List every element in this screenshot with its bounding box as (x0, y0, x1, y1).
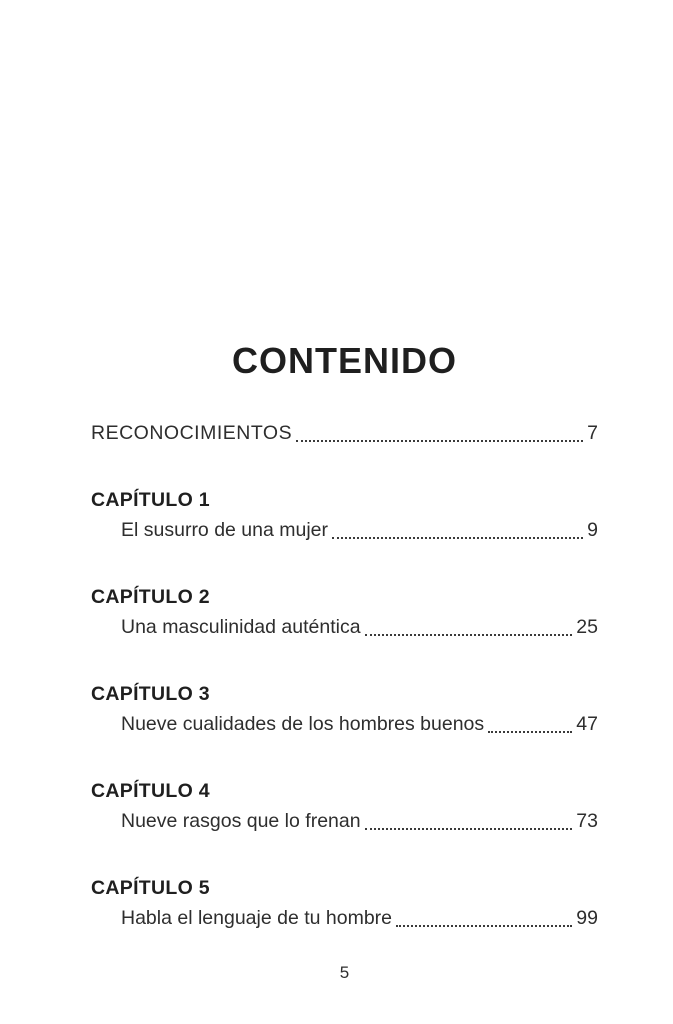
chapter-heading: CAPÍTULO 1 (91, 489, 210, 511)
chapter-heading: CAPÍTULO 2 (91, 586, 210, 608)
toc-entry (91, 515, 598, 545)
toc-page-number: 9 (587, 519, 598, 541)
dot-leader (365, 828, 573, 830)
dot-leader (488, 731, 572, 733)
toc-chapter-5 (91, 873, 598, 933)
toc-entry-title: Habla el lenguaje de tu hombre (121, 907, 393, 929)
dot-leader (365, 634, 573, 636)
folio-page-number: 5 (339, 963, 350, 982)
dot-leader (296, 440, 583, 442)
toc-chapter-4 (91, 776, 598, 836)
toc-entry-reconocimientos (91, 418, 598, 448)
toc-entry (91, 806, 598, 836)
toc-entry-title: El susurro de una mujer (121, 519, 329, 541)
toc-chapter-2 (91, 582, 598, 642)
toc-page-number: 47 (576, 713, 598, 735)
toc-page-number: 73 (576, 810, 598, 832)
dot-leader (396, 925, 572, 927)
toc-page-number: 25 (576, 616, 598, 638)
toc-chapter-1 (91, 485, 598, 545)
chapter-heading: CAPÍTULO 5 (91, 877, 210, 899)
toc-entry-title: Nueve cualidades de los hombres buenos (121, 713, 485, 735)
toc-entry (91, 709, 598, 739)
table-of-contents (91, 418, 598, 933)
toc-entry-title: Una masculinidad auténtica (121, 616, 361, 638)
chapter-heading: CAPÍTULO 3 (91, 683, 210, 705)
toc-entry (91, 903, 598, 933)
toc-entry-title: Nueve rasgos que lo frenan (121, 810, 361, 832)
toc-page-number: 99 (576, 907, 598, 929)
toc-chapter-3 (91, 679, 598, 739)
dot-leader (332, 537, 583, 539)
chapter-heading: CAPÍTULO 4 (91, 780, 210, 802)
toc-page-number: 7 (587, 422, 598, 444)
toc-entry (91, 612, 598, 642)
toc-entry-label: RECONOCIMIENTOS (91, 422, 293, 444)
page-title: CONTENIDO (232, 340, 457, 381)
